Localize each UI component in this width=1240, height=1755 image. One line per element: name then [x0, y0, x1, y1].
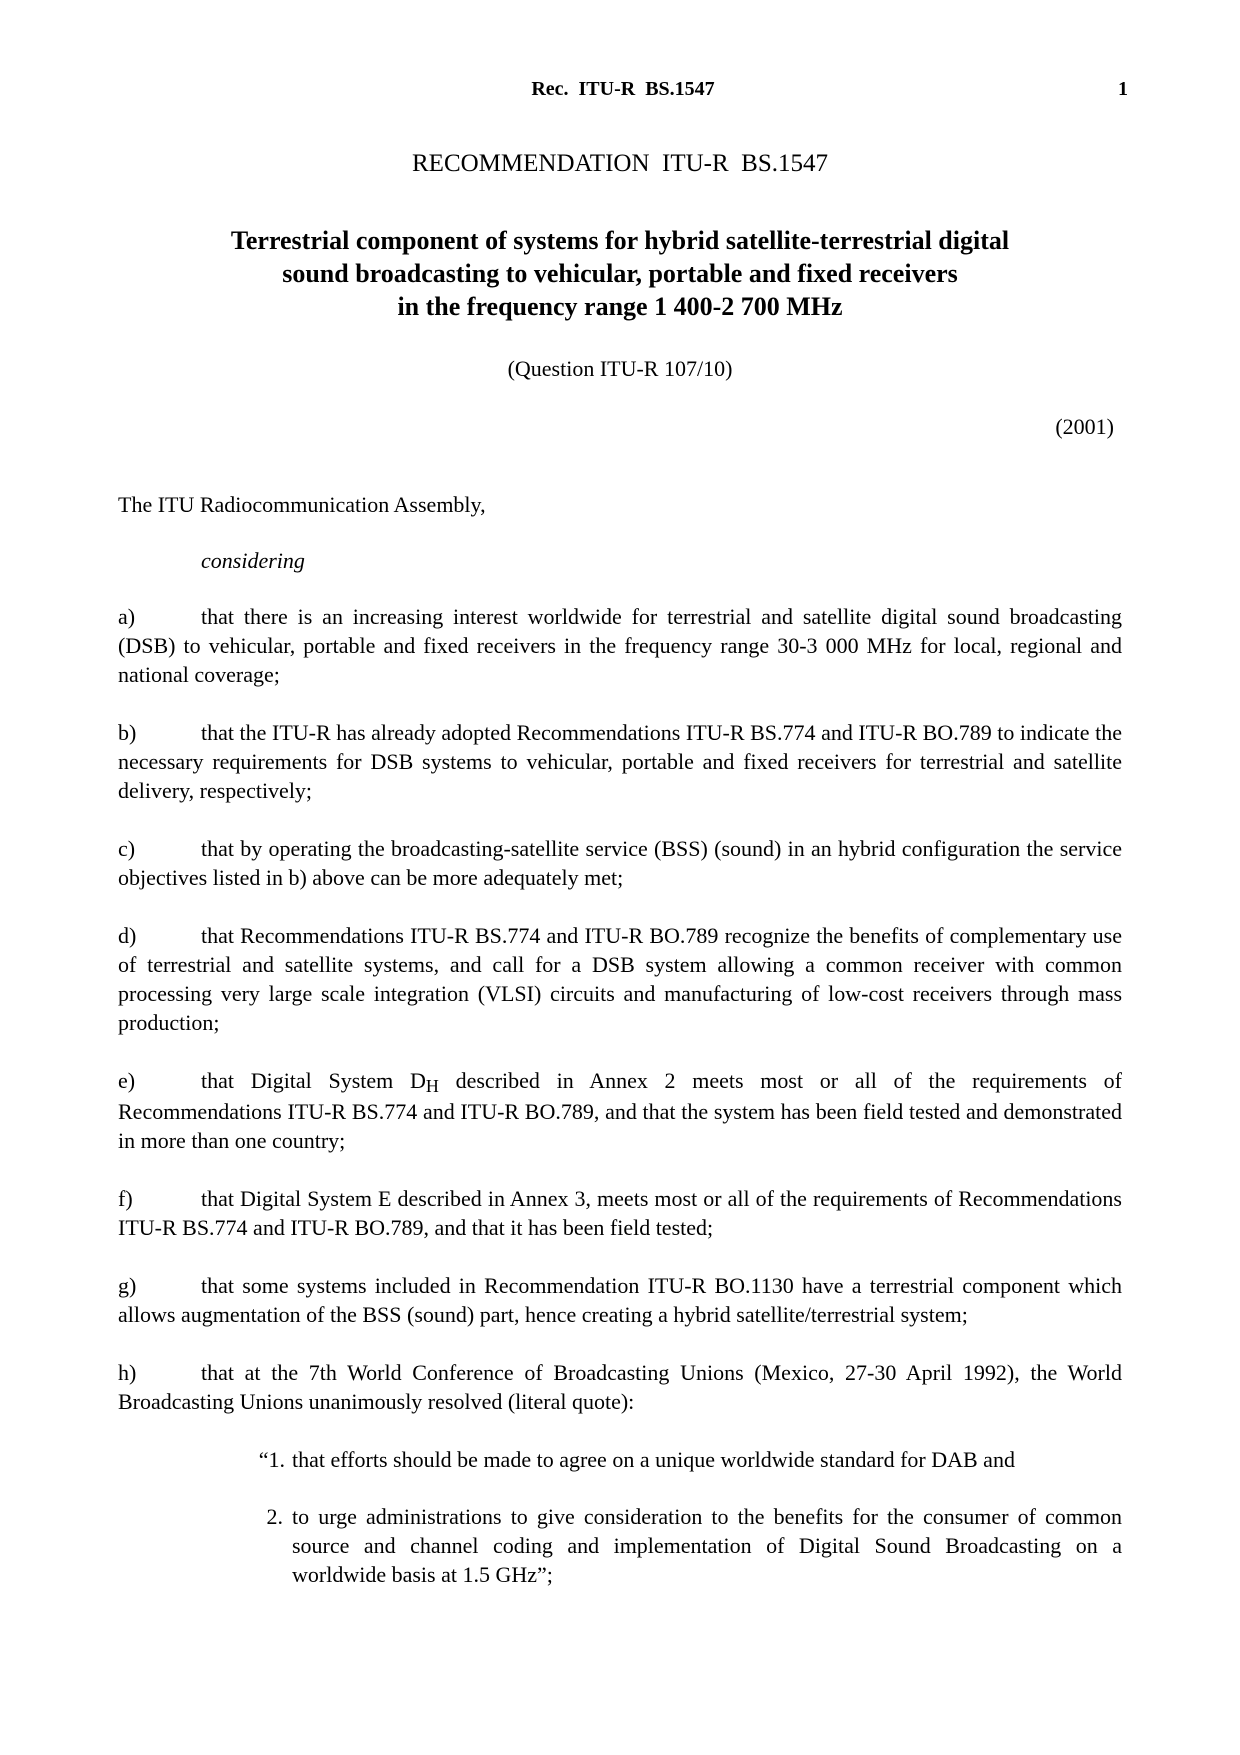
- paragraph-label: a): [118, 604, 136, 629]
- paragraph-label: c): [118, 836, 136, 861]
- paragraph-g: [118, 1271, 1122, 1329]
- intro-text: The ITU Radiocommunication Assembly,: [118, 492, 486, 517]
- paragraph-text: that the ITU-R has already adopted Recommendations ITU-R BS.774 and ITU-R BO.789 to indicate the necessary requirements for DSB systems to vehicular, portable and fixed receivers for terrestrial and satellite delivery, respectively;: [118, 720, 1122, 803]
- paragraph-label: f): [118, 1186, 133, 1211]
- document-title-line-3: in the frequency range 1 400-2 700 MHz: [397, 292, 843, 321]
- paragraph-a: [118, 602, 1122, 689]
- quote-item-text: to urge administrations to give consideration to the benefits for the consumer of common source and channel coding and implementation of Digital Sound Broadcasting on a worldwide basis at 1.5 GHz”;: [292, 1504, 1122, 1587]
- considering-heading: considering: [201, 548, 305, 573]
- paragraph-d: [118, 921, 1122, 1037]
- paragraph-text: that by operating the broadcasting-satellite service (BSS) (sound) in an hybrid configuration the service objectives listed in b) above can be more adequately met;: [118, 836, 1122, 890]
- document-title: [140, 224, 1100, 323]
- quote-item-number: “1.: [258, 1447, 285, 1472]
- document-title-line-1: Terrestrial component of systems for hybrid satellite-terrestrial digital: [230, 226, 1010, 255]
- question-reference: (Question ITU-R 107/10): [507, 356, 733, 381]
- paragraph-f: [118, 1184, 1122, 1242]
- paragraph-h: [118, 1358, 1122, 1416]
- running-header-title: Rec. ITU-R BS.1547: [531, 78, 715, 100]
- paragraph-text-start: that Digital System D: [201, 1068, 426, 1093]
- paragraph-label: g): [118, 1273, 137, 1298]
- paragraph-label: d): [118, 923, 137, 948]
- document-body: [118, 490, 1122, 1617]
- document-title-line-2: sound broadcasting to vehicular, portable and fixed receivers: [282, 259, 958, 288]
- paragraph-b: [118, 718, 1122, 805]
- running-header: [118, 78, 1128, 104]
- page-number: 1: [1118, 78, 1128, 100]
- paragraph-text: that Digital System E described in Annex 3, meets most or all of the requirements of Recommendations ITU-R BS.774 and ITU-R BO.789, and that it has been field tested;: [118, 1186, 1122, 1240]
- paragraph-c: [118, 834, 1122, 892]
- paragraph-text: that some systems included in Recommendation ITU-R BO.1130 have a terrestrial component which allows augmentation of the BSS (sound) part, hence creating a hybrid satellite/terrestrial system;: [118, 1273, 1122, 1327]
- quote-item-1: [118, 1445, 1122, 1474]
- quote-item-2: [118, 1502, 1122, 1589]
- paragraph-label: h): [118, 1360, 137, 1385]
- paragraph-label: e): [118, 1068, 136, 1093]
- paragraph-label: b): [118, 720, 137, 745]
- quote-item-number: 2.: [266, 1504, 283, 1529]
- paragraph-text: that there is an increasing interest worldwide for terrestrial and satellite digital sound broadcasting (DSB) to vehicular, portable and fixed receivers in the frequency range 30-3 000 MHz for local, regional and national coverage;: [118, 604, 1122, 687]
- paragraph-text: that Recommendations ITU-R BS.774 and ITU-R BO.789 recognize the benefits of complementary use of terrestrial and satellite systems, and call for a DSB system allowing a common receiver with common processing very large scale integration (VLSI) circuits and manufacturing of low-cost receivers through mass production;: [118, 923, 1122, 1035]
- subscript-h: H: [425, 1076, 439, 1096]
- paragraph-text-end: described in Annex 2 meets most or all of the requirements of Recommendations ITU-R BS.774 and ITU-R BO.789, and that the system has been field tested and demonstrated in more than one country;: [118, 1068, 1123, 1153]
- paragraph-text: that at the 7th World Conference of Broadcasting Unions (Mexico, 27-30 April 1992), the World Broadcasting Unions unanimously resolved (literal quote):: [118, 1360, 1122, 1414]
- year: (2001): [1055, 414, 1114, 439]
- quote-item-text: that efforts should be made to agree on a unique worldwide standard for DAB and: [292, 1447, 1015, 1472]
- recommendation-title: RECOMMENDATION ITU-R BS.1547: [412, 150, 828, 177]
- paragraph-e: [118, 1066, 1122, 1155]
